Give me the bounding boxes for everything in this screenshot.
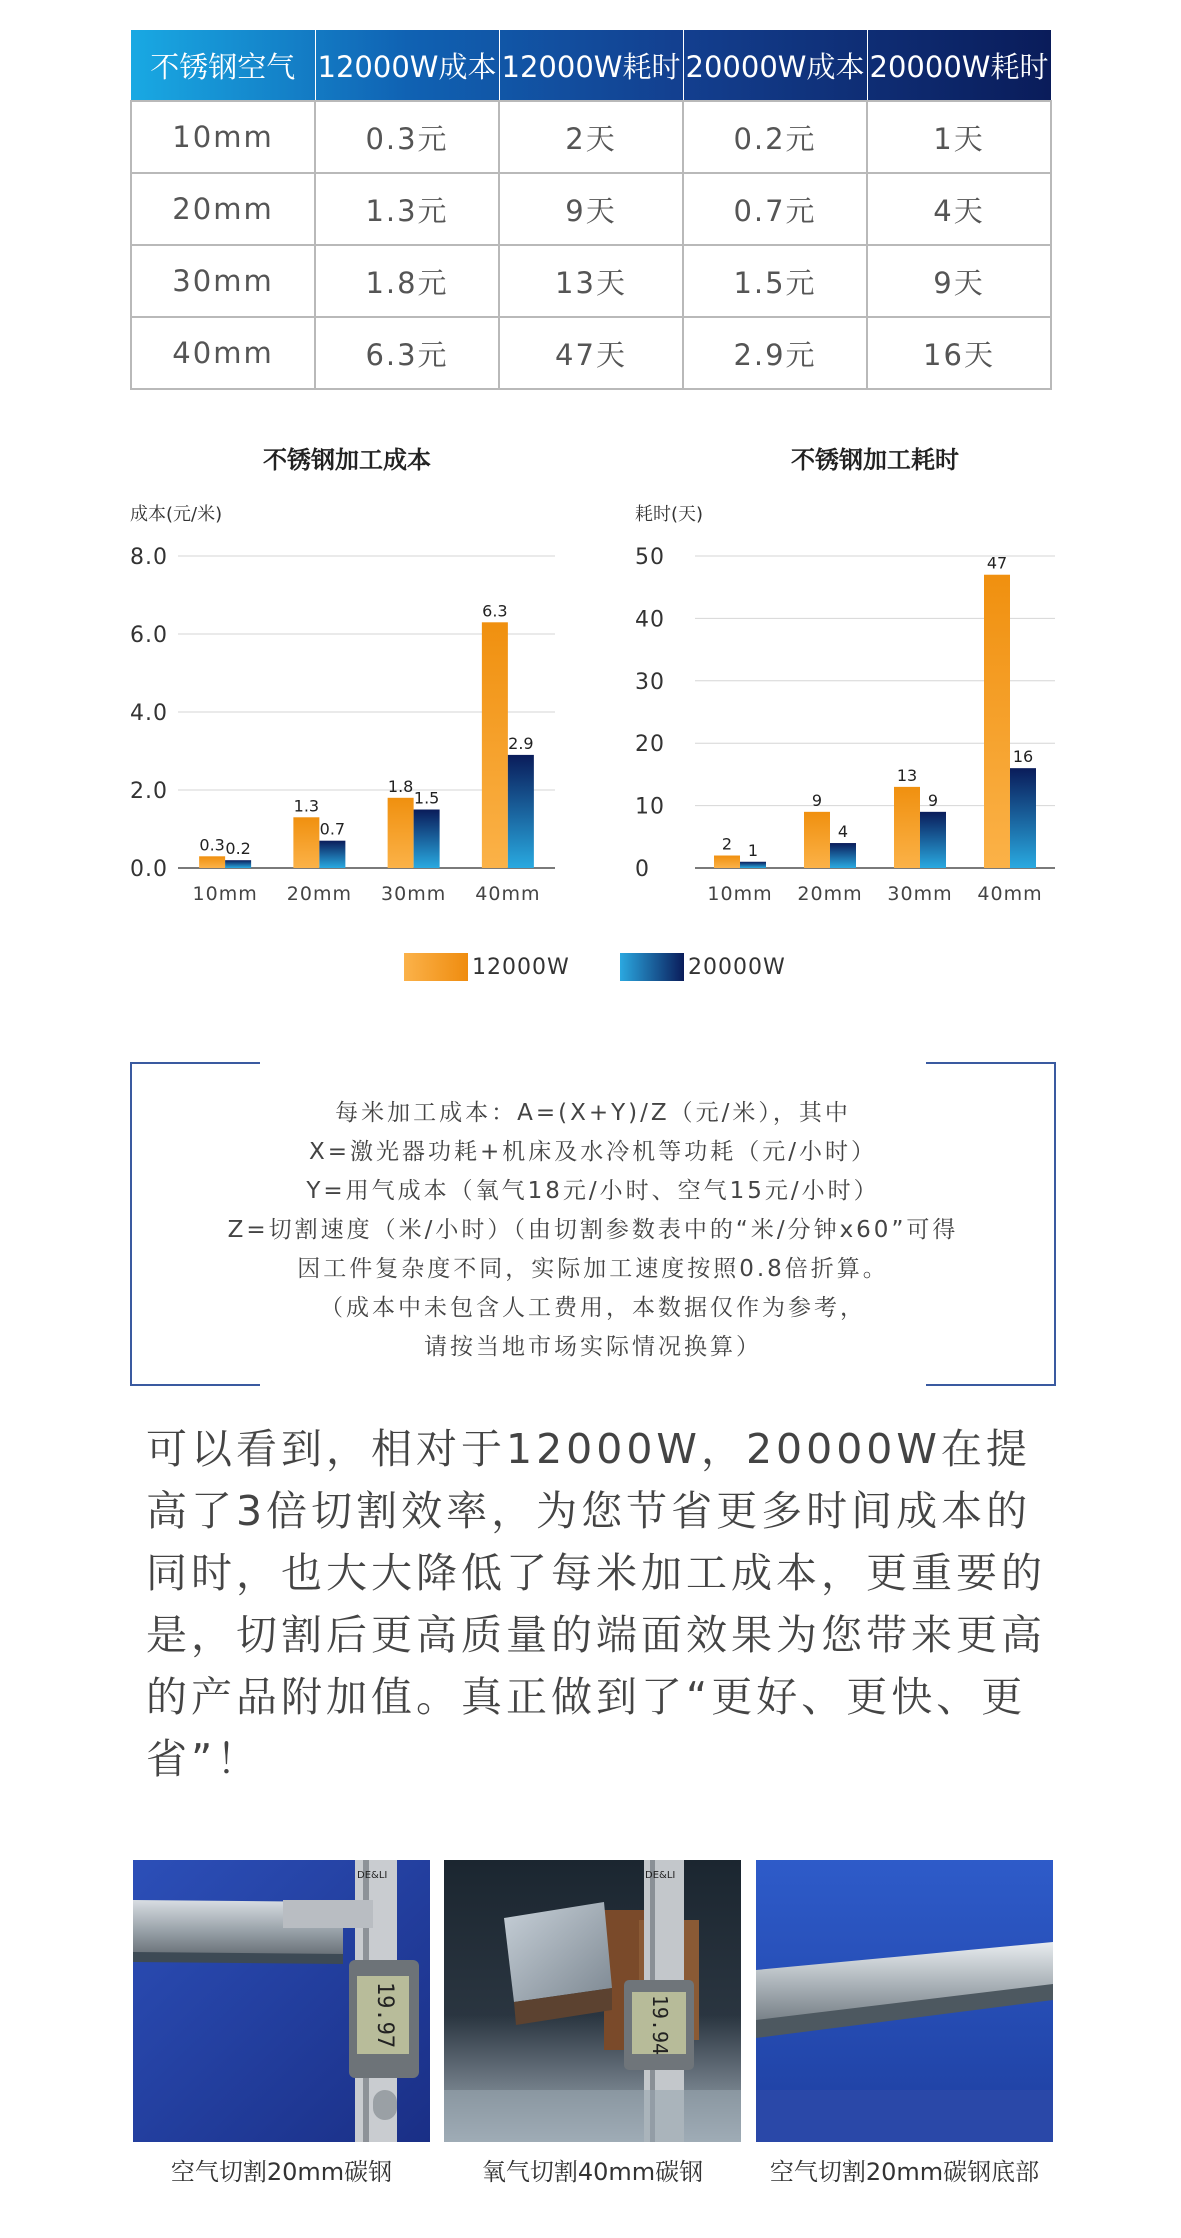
table-cell: 47天	[499, 317, 683, 389]
header-cell: 不锈钢空气	[131, 30, 315, 101]
photo-caption: 空气切割20mm碳钢	[170, 2158, 393, 2186]
table-row	[131, 101, 1051, 173]
table-cell: 0.7元	[683, 173, 867, 245]
y-tick-label: 8.0	[130, 545, 168, 570]
bar-12000w	[984, 575, 1010, 868]
formula-text	[132, 1094, 1054, 1367]
photo-air-cut-20mm-bottom	[756, 1860, 1053, 2142]
box-corner-top-left	[132, 1062, 260, 1064]
data-label: 6.3	[482, 601, 508, 621]
formula-line: 请按当地市场实际情况换算）	[424, 1334, 762, 1360]
photo-air-cut-20mm	[133, 1860, 430, 2142]
caliper-brand: DE&LI	[357, 1870, 388, 1881]
header-cell: 20000W成本	[683, 30, 867, 101]
data-label: 1	[747, 840, 759, 860]
y-axis-unit: 耗时(天)	[635, 504, 704, 525]
box-corner-top-right	[926, 1062, 1054, 1064]
photo-caption: 氧气切割40mm碳钢	[481, 2158, 704, 2186]
bar-12000w	[293, 817, 319, 868]
caliper-brand: DE&LI	[645, 1870, 676, 1881]
table-cell: 2.9元	[683, 317, 867, 389]
table-header-row	[131, 30, 1051, 101]
y-tick-label: 40	[635, 607, 665, 633]
x-tick-label: 30mm	[381, 883, 447, 905]
chart-title: 不锈钢加工耗时	[791, 446, 959, 474]
legend-12000w	[404, 952, 570, 982]
y-tick-label: 4.0	[130, 701, 168, 726]
bar-20000w	[830, 843, 856, 868]
bar-20000w	[319, 841, 345, 868]
y-tick-label: 2.0	[130, 779, 168, 804]
bar-20000w	[225, 860, 251, 868]
bar-12000w	[714, 856, 740, 868]
data-label: 13	[896, 765, 918, 785]
bar-12000w	[894, 787, 920, 868]
y-tick-label: 20	[635, 732, 665, 758]
bar-12000w	[388, 798, 414, 868]
table-cell: 10mm	[131, 101, 315, 173]
chart-title: 不锈钢加工成本	[263, 446, 431, 474]
table-cell: 30mm	[131, 245, 315, 317]
table-row	[131, 173, 1051, 245]
table-cell: 40mm	[131, 317, 315, 389]
y-tick-label: 6.0	[130, 623, 168, 648]
data-label: 1.8	[387, 776, 414, 796]
header-cell: 12000W成本	[315, 30, 499, 101]
y-tick-label: 10	[635, 794, 665, 820]
summary-paragraph: 可以看到，相对于12000W，20000W在提高了3倍切割效率，为您节省更多时间成本的同时，也大大降低了每米加工成本，更重要的是，切割后更高质量的端面效果为您带来更高的产品附加值。真正做到了“更好、更快、更省”！	[146, 1425, 1046, 1783]
bar-12000w	[482, 622, 508, 868]
data-label: 1.3	[293, 796, 320, 816]
data-label: 9	[927, 790, 939, 810]
table-row	[131, 317, 1051, 389]
y-tick-label: 50	[635, 545, 665, 570]
data-label: 0.7	[319, 819, 346, 839]
table-cell: 4天	[867, 173, 1051, 245]
time-bar-chart	[630, 440, 1070, 920]
formula-line: 每米加工成本：A=(X+Y)/Z（元/米），其中	[335, 1100, 851, 1126]
table-cell: 0.3元	[315, 101, 499, 173]
data-label: 0.2	[225, 839, 251, 859]
header-cell: 12000W耗时	[499, 30, 683, 101]
legend-swatch-orange	[404, 953, 468, 981]
table-cell: 1.8元	[315, 245, 499, 317]
table-cell: 2天	[499, 101, 683, 173]
table-cell: 20mm	[131, 173, 315, 245]
table-cell: 16天	[867, 317, 1051, 389]
bar-20000w	[1010, 768, 1036, 868]
y-tick-label: 0.0	[130, 857, 168, 882]
formula-line: （成本中未包含人工费用，本数据仅作为参考，	[320, 1295, 866, 1321]
x-tick-label: 10mm	[707, 883, 773, 905]
bar-12000w	[199, 856, 225, 868]
photo-oxygen-cut-40mm	[444, 1860, 741, 2142]
formula-box	[130, 1062, 1056, 1386]
y-axis-unit: 成本(元/米)	[130, 504, 223, 525]
data-label: 9	[811, 790, 823, 810]
table-cell: 1.3元	[315, 173, 499, 245]
table-cell: 6.3元	[315, 317, 499, 389]
cost-bar-chart	[120, 440, 580, 920]
bar-20000w	[508, 755, 534, 868]
header-cell: 20000W耗时	[867, 30, 1051, 101]
data-label: 47	[986, 553, 1008, 573]
table-cell: 1天	[867, 101, 1051, 173]
data-label: 0.3	[199, 835, 225, 855]
x-tick-label: 30mm	[887, 883, 953, 905]
formula-line: Z=切割速度（米/小时）（由切割参数表中的“米/分钟x60”可得	[227, 1217, 959, 1243]
y-tick-label: 0	[635, 857, 650, 882]
table-cell: 0.2元	[683, 101, 867, 173]
photo-caption: 空气切割20mm碳钢底部	[769, 2158, 1040, 2186]
y-tick-label: 30	[635, 669, 665, 695]
formula-line: X=激光器功耗+机床及水冷机等功耗（元/小时）	[308, 1139, 878, 1165]
box-corner-bottom-left	[132, 1384, 260, 1386]
table-cell: 1.5元	[683, 245, 867, 317]
data-label: 16	[1012, 747, 1034, 767]
legend-20000w	[620, 952, 786, 982]
data-label: 2.9	[508, 733, 534, 753]
x-tick-label: 40mm	[977, 883, 1043, 905]
x-tick-label: 40mm	[475, 883, 541, 905]
caliper-readout: 19.94	[648, 1994, 672, 2056]
data-label: 1.5	[413, 788, 440, 808]
table-cell: 9天	[867, 245, 1051, 317]
bar-20000w	[414, 810, 440, 869]
x-tick-label: 20mm	[286, 883, 352, 905]
formula-line: 因工件复杂度不同，实际加工速度按照0.8倍折算。	[297, 1256, 889, 1282]
data-label: 4	[837, 822, 849, 842]
table-row	[131, 245, 1051, 317]
box-corner-bottom-right	[926, 1384, 1054, 1386]
legend-label: 12000W	[472, 954, 570, 980]
legend-label: 20000W	[688, 954, 786, 980]
bar-12000w	[804, 812, 830, 868]
formula-line: Y=用气成本（氧气18元/小时、空气15元/小时）	[306, 1178, 880, 1204]
x-tick-label: 10mm	[192, 883, 258, 905]
cost-comparison-table	[130, 30, 1052, 390]
bar-20000w	[920, 812, 946, 868]
caliper-readout: 19.97	[372, 1981, 397, 2049]
table-cell: 13天	[499, 245, 683, 317]
x-tick-label: 20mm	[797, 883, 863, 905]
table-cell: 9天	[499, 173, 683, 245]
bar-20000w	[740, 862, 766, 868]
data-label: 2	[721, 834, 733, 854]
legend-swatch-blue	[620, 953, 684, 981]
